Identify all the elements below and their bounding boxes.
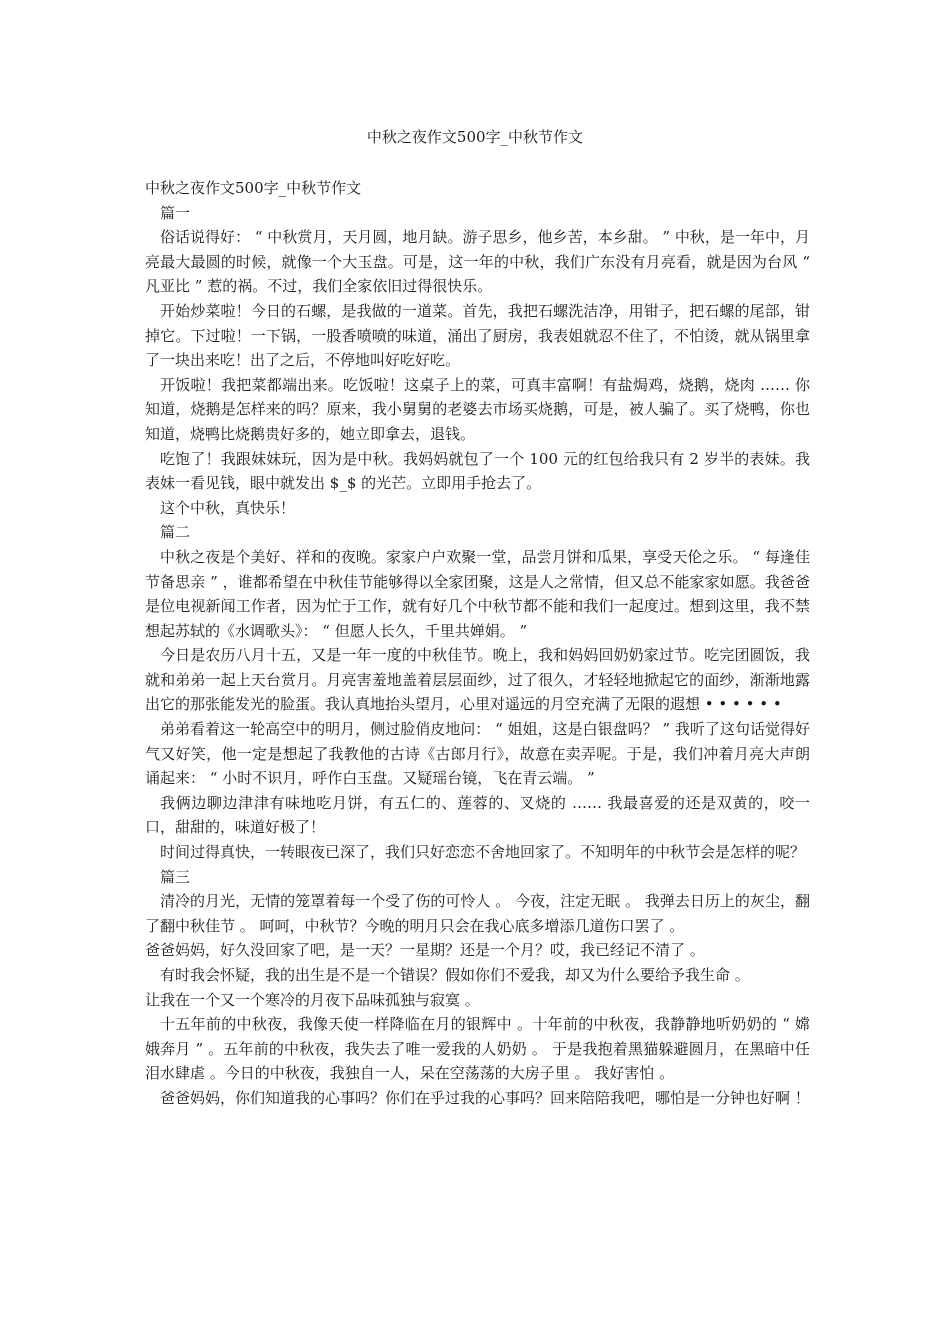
paragraph: 有时我会怀疑，我的出生是不是一个错误？假如你们不爱我，却又为什么要给予我生命 。 — [160, 966, 750, 984]
paragraph: 今日是农历八月十五，又是一年一度的中秋佳节。晚上，我和妈妈回奶奶家过节。吃完团圆饭，我就和弟弟一起上天台赏月。月亮害羞地盖着层层面纱，过了很久，才轻轻地掀起它的面纱，渐渐地露出它的那张能发光的脸蛋。我认真地抬头望月，心里对遥远的月空充满了无限的遐想 • • • • • • — [145, 646, 810, 714]
paragraph: 中秋之夜是个美好、祥和的夜晚。家家户户欢聚一堂，品尝月饼和瓜果，享受天伦之乐。 “ 每逢佳节备思亲 ” ，谁都希望在中秋佳节能够得以全家团聚，这是人之常情，但又总不能家家如愿。我爸爸 是位电视新闻工作者，因为忙于工作，就有好几个中秋节都不能和我们一起度过。想到这里，我不禁想起苏轼的《水调歌头》： “ 但愿人长久，千里共婵娟。 ” — [145, 547, 810, 640]
paragraph: 我俩边聊边津津有味地吃月饼，有五仁的、莲蓉的、叉烧的 …… 我最喜爱的还是双黄的，咬一口，甜甜的，味道好极了！ — [145, 793, 810, 837]
paragraph: 清冷的月光，无情的笼罩着每一个受了伤的可怜人 。 今夜，注定无眠 。 我弹去日历上的灰尘，翻了翻中秋佳节 。 呵呵，中秋节？今晚的明月只会在我心底多增添几道伤口罢了 。 — [145, 892, 810, 935]
paragraph: 吃饱了！我跟妹妹玩，因为是中秋。我妈妈就包了一个 100 元的红包给我只有 2 岁半的表妹。我表妹一看见钱，眼中就发出 $_$ 的光芒。立即用手抢去了。 — [145, 449, 810, 493]
paragraph: 这个中秋，真快乐！ — [160, 498, 296, 517]
document-subtitle: 中秋之夜作文500字_中秋节作文 — [145, 179, 362, 197]
paragraph: 弟弟看着这一轮高空中的明月，侧过脸俏皮地问： “ 姐姐，这是白银盘吗？ ” 我听了这句话觉得好气又好笑，他一定是想起了我教他的古诗《古郎月行》，故意在卖弄呢。于是，我们冲着月亮大声朗诵起来： “ 小时不识月，呼作白玉盘。又疑瑶台镜，飞在青云端。 ” — [145, 720, 810, 788]
section-heading-1: 篇一 — [160, 203, 191, 222]
paragraph: 俗话说得好： “ 中秋赏月，天月圆，地月缺。游子思乡，他乡苦，本乡甜。 ” 中秋，是一年中，月亮最大最圆的时候，就像一个大玉盘。可是，这一年的中秋，我们广东没有月亮看，就是因为台风 “ 凡亚比 ” 惹的祸。不过，我们全家依旧过得很快乐。 — [145, 228, 810, 296]
section-heading-2: 篇二 — [160, 523, 191, 542]
paragraph: 让我在一个又一个寒冷的月夜下品味孤独与寂寞 。 — [145, 990, 480, 1009]
paragraph: 开始炒菜啦！今日的石螺，是我做的一道菜。首先，我把石螺洗洁净，用钳子，把石螺的尾部，钳掉它。下过啦！一下锅，一股香喷喷的味道，涌出了厨房，我表姐就忍不住了，不怕烫，就从锅里拿了一块出来吃！出了之后，不停地叫好吃好吃。 — [145, 301, 810, 370]
paragraph: 开饭啦！我把菜都端出来。吃饭啦！这桌子上的菜，可真丰富啊！有盐焗鸡，烧鹅，烧肉 …… 你知道，烧鹅是怎样来的吗？原来，我小舅舅的老婆去市场买烧鹅，可是，被人骗了。买了烧鸭，你也知道，烧鸭比烧鹅贵好多的，她立即拿去，退钱。 — [145, 375, 810, 443]
section-heading-3: 篇三 — [160, 867, 191, 886]
paragraph: 十五年前的中秋夜，我像天使一样降临在月的银辉中 。十年前的中秋夜，我静静地听奶奶的 “ 嫦娥奔月 ” 。五年前的中秋夜，我失去了唯一爱我的人奶奶 。 于是我抱着黑猫躲避圆月，在黑暗中任泪水肆虐 。今日的中秋夜，我独自一人，呆在空荡荡的大房子里 。 我好害怕 。 — [145, 1015, 810, 1083]
paragraph: 时间过得真快，一转眼夜已深了，我们只好恋恋不舍地回家了。不知明年的中秋节会是怎样的呢？ — [160, 843, 806, 862]
page-title: 中秋之夜作文500字_中秋节作文 — [366, 128, 584, 146]
paragraph: 爸爸妈妈，你们知道我的心事吗？你们在乎过我的心事吗？回来陪陪我吧，哪怕是一分钟也好啊 ！ — [160, 1088, 810, 1107]
paragraph: 爸爸妈妈，好久没回家了吧，是一天？一星期？还是一个月？哎，我已经记不清了 。 — [145, 941, 705, 960]
document-body — [145, 176, 810, 1111]
